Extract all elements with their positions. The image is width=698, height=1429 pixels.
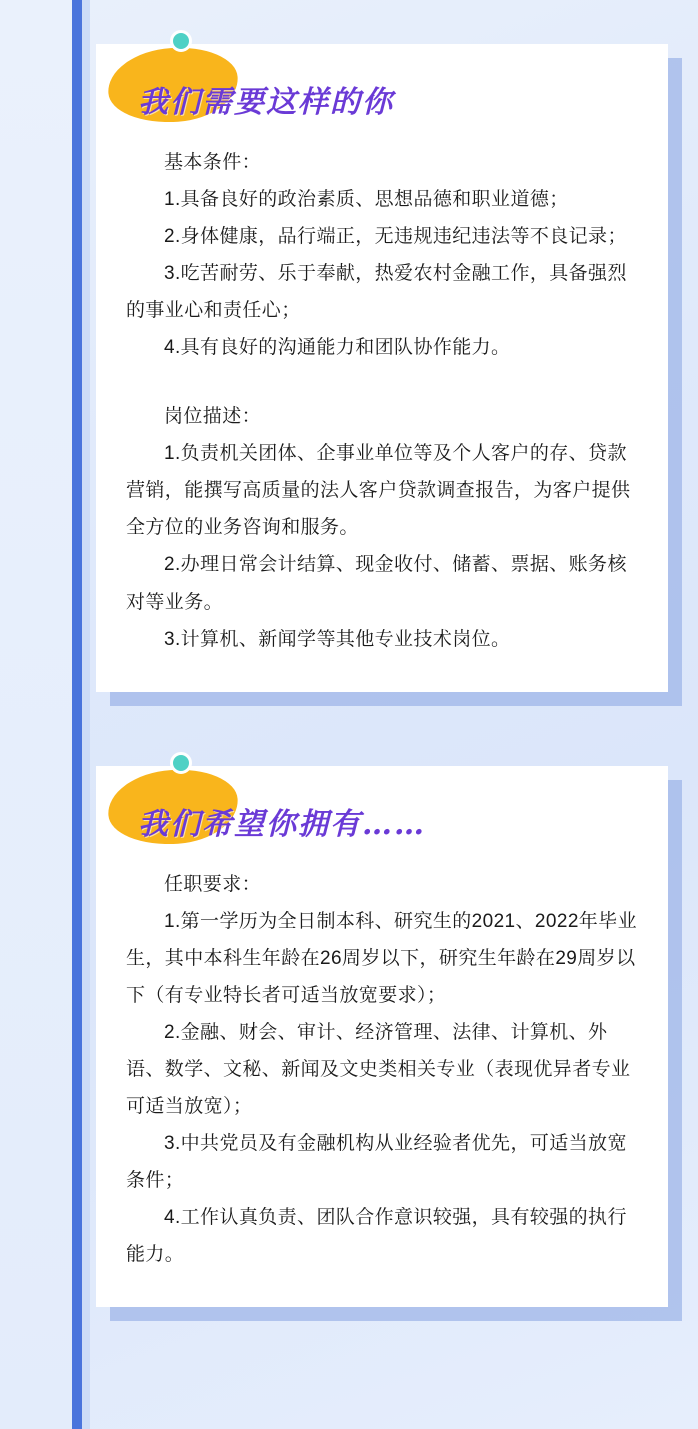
section-title: 我们希望你拥有…… [138,806,426,842]
list-item: 2.身体健康，品行端正，无违规违纪违法等不良记录； [164,226,627,248]
list-item: 1.具备良好的政治素质、思想品德和职业道德； [164,189,569,211]
section-heading [126,794,638,856]
teal-dot-icon [170,752,192,774]
section-heading [126,72,638,134]
list-item: 3.中共党员及有金融机构从业经验者优先，可适当放宽条件； [126,1132,627,1191]
section-content [126,866,638,1274]
list-item: 1.第一学历为全日制本科、研究生的2021、2022年毕业生，其中本科生年龄在26周岁以下，研究生年龄在29周岁以下（有专业特长者可适当放宽要求）； [126,910,637,1006]
list-item: 2.办理日常会计结算、现金收付、储蓄、票据、账务核对等业务。 [126,554,627,613]
section-card-qualifications [96,766,668,1308]
group-label: 基本条件： [164,152,262,173]
group-label: 岗位描述： [164,406,262,428]
card-body [96,766,668,1308]
section-card-requirements [96,44,668,692]
list-item: 3.吃苦耐劳、乐于奉献，热爱农村金融工作，具备强烈的事业心和责任心； [126,263,627,322]
list-item: 1.负责机关团体、企事业单位等及个人客户的存、贷款营销，能撰写高质量的法人客户贷款调查报告，为客户提供全方位的业务咨询和服务。 [126,443,631,539]
list-item: 4.工作认真负责、团队合作意识较强，具有较强的执行能力。 [126,1207,627,1266]
section-title: 我们需要这样的你 [138,85,394,120]
top-spacer [0,0,698,44]
list-item: 2.金融、财会、审计、经济管理、法律、计算机、外语、数学、文秘、新闻及文史类相关专业（表现优异者专业可适当放宽）； [126,1021,631,1117]
teal-dot-icon [170,30,192,52]
group-gap [126,366,638,392]
card-body [96,44,668,692]
list-item: 4.具有良好的沟通能力和团队协作能力。 [164,337,511,359]
section-content [126,144,638,658]
group-label: 任职要求： [164,873,262,895]
list-item: 3.计算机、新闻学等其他专业技术岗位。 [164,628,511,650]
